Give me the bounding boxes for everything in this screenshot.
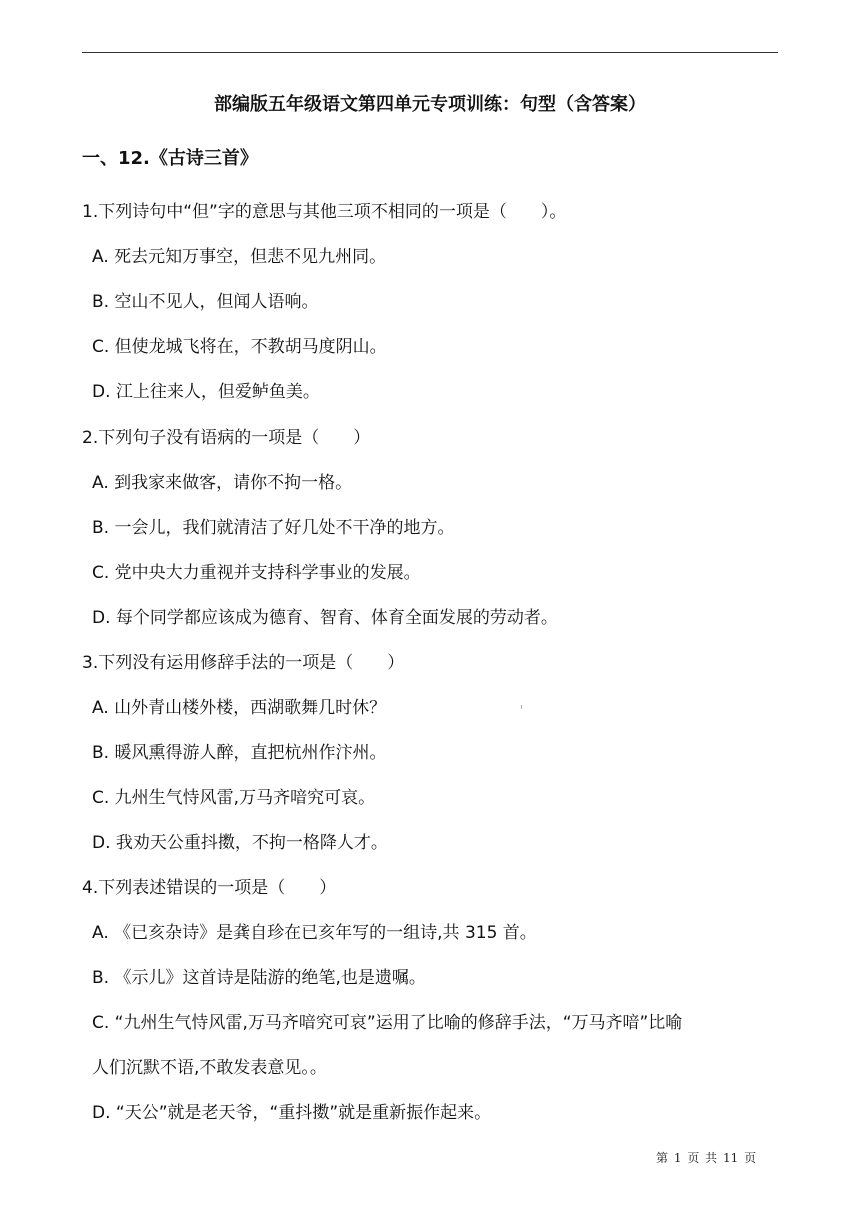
footer-page-suffix: 页	[687, 1151, 700, 1165]
footer-total-prefix: 共	[705, 1151, 718, 1165]
question-3-stem: 3.下列没有运用修辞手法的一项是（ ）	[82, 653, 405, 673]
footer-current-page: 1	[673, 1151, 682, 1165]
section-heading: 一、12.《古诗三首》	[82, 148, 258, 169]
footer-total-pages: 11	[723, 1151, 739, 1165]
page-footer	[656, 1150, 758, 1166]
question-1-stem: 1.下列诗句中“但”字的意思与其他三项不相同的一项是（ ）。	[82, 202, 567, 222]
question-3-option-c: C. 九州生气恃风雷,万马齐喑究可哀。	[92, 788, 376, 808]
header-rule	[82, 52, 778, 53]
footer-page-prefix: 第	[656, 1151, 669, 1165]
question-1-option-a: A. 死去元知万事空，但悲不见九州同。	[92, 247, 387, 267]
question-2-option-d: D. 每个同学都应该成为德育、智育、体育全面发展的劳动者。	[92, 608, 558, 628]
document-title: 部编版五年级语文第四单元专项训练：句型（含答案）	[214, 94, 646, 115]
question-4-option-a: A. 《已亥杂诗》是龚自珍在已亥年写的一组诗,共 315 首。	[92, 923, 537, 943]
question-2-option-a: A. 到我家来做客，请你不拘一格。	[92, 473, 353, 493]
question-2-option-c: C. 党中央大力重视并支持科学事业的发展。	[92, 563, 421, 583]
question-3-option-a: A. 山外青山楼外楼，西湖歌舞几时休？	[92, 698, 387, 718]
question-4-stem: 4.下列表述错误的一项是（ ）	[82, 878, 337, 898]
question-4-option-b: B. 《示儿》这首诗是陆游的绝笔,也是遗嘱。	[92, 968, 426, 988]
question-2-stem: 2.下列句子没有语病的一项是（ ）	[82, 428, 371, 448]
question-3-option-d: D. 我劝天公重抖擞，不拘一格降人才。	[92, 833, 388, 853]
question-4-option-c-continued: 人们沉默不语,不敢发表意见。。	[92, 1058, 327, 1078]
footer-total-suffix: 页	[744, 1151, 757, 1165]
question-1-option-c: C. 但使龙城飞将在，不教胡马度阴山。	[92, 337, 387, 357]
question-1-option-b: B. 空山不见人，但闻人语响。	[92, 292, 319, 312]
question-1-option-d: D. 江上往来人，但爱鲈鱼美。	[92, 382, 320, 402]
question-4-option-c: C. “九州生气恃风雷,万马齐喑究可哀”运用了比喻的修辞手法，“万马齐喑”比喻	[92, 1013, 683, 1033]
question-2-option-b: B. 一会儿，我们就清洁了好几处不干净的地方。	[92, 518, 455, 538]
question-4-option-d: D. “天公”就是老天爷，“重抖擞”就是重新振作起来。	[92, 1103, 492, 1123]
question-3-option-b: B. 暖风熏得游人醉，直把杭州作汴州。	[92, 743, 387, 763]
scan-speck	[521, 705, 522, 709]
